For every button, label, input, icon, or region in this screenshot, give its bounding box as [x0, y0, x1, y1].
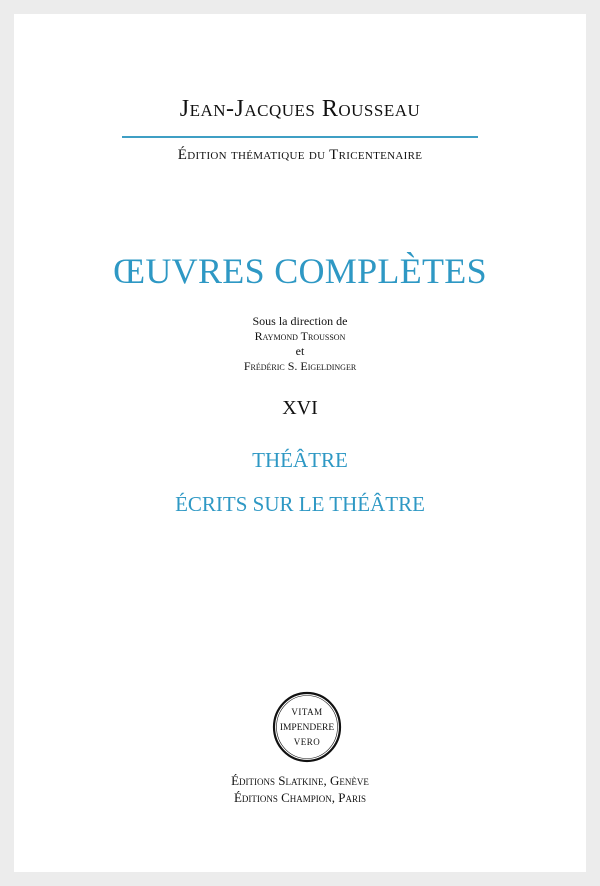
edition-subtitle: Édition thématique du Tricentenaire [177, 147, 423, 163]
volume-number: XVI [282, 397, 318, 419]
direction-intro: Sous la direction de [252, 314, 348, 328]
volume-subtitle-1: THÉÂTRE [252, 448, 348, 472]
work-title: ŒUVRES COMPLÈTES [113, 251, 487, 291]
author-name: Jean-Jacques Rousseau [179, 96, 421, 122]
motto-seal-logo [271, 691, 343, 763]
volume-subtitle-2: ÉCRITS SUR LE THÉÂTRE [175, 492, 425, 516]
editor-name-2: Frédéric S. Eigeldinger [243, 359, 357, 373]
publisher-1: Éditions Slatkine, Genève [231, 773, 369, 788]
editorial-direction [14, 314, 586, 374]
divider-line [122, 136, 478, 138]
publishers-block [14, 772, 586, 806]
book-cover [14, 14, 586, 872]
seal-line-3: VERO [293, 737, 321, 747]
seal-line-2: IMPENDERE [279, 723, 335, 733]
seal-line-1: VITAM [291, 707, 323, 717]
editor-name-1: Raymond Trousson [254, 329, 346, 343]
publisher-2: Éditions Champion, Paris [233, 790, 367, 805]
direction-conjunction: et [295, 344, 305, 358]
